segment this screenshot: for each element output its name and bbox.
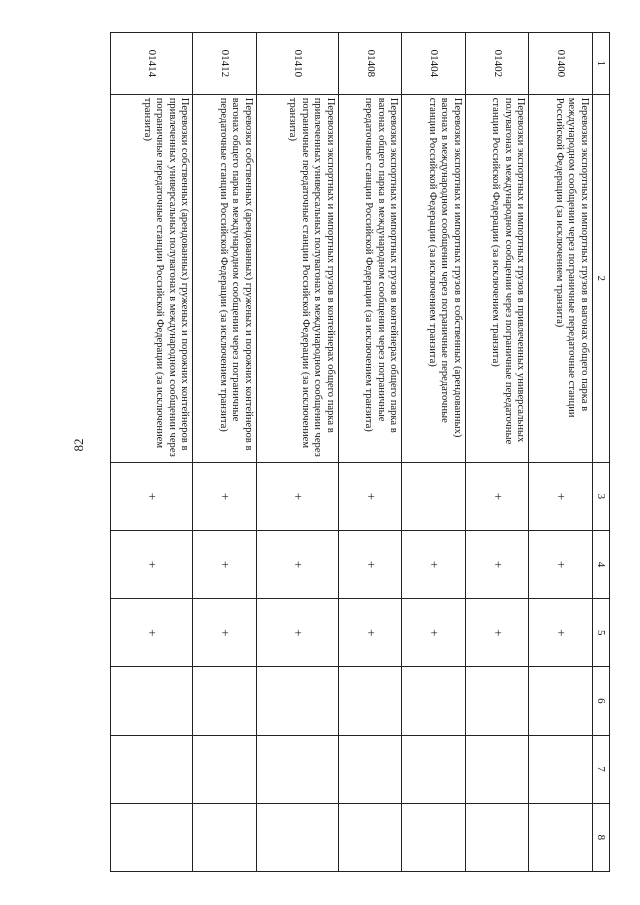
row-code: 01414 — [111, 33, 193, 95]
mark-cell — [339, 667, 403, 735]
row-description: Перевозки экспортных и импортных грузов в вагонах общего парка в международном сообщении через пограничные передаточные станции Российской Федерации (за исключением транзита) — [529, 94, 593, 462]
row-code: 01404 — [402, 33, 466, 95]
table-row — [193, 33, 257, 872]
column-header: 2 — [593, 94, 610, 462]
table-row — [339, 33, 403, 872]
column-header: 6 — [593, 667, 610, 735]
mark-cell — [193, 667, 257, 735]
mark-cell: + — [111, 462, 193, 530]
rotated-table-area — [110, 32, 610, 872]
table-row — [466, 33, 530, 872]
table-body — [111, 33, 593, 872]
page-number: 82 — [71, 438, 86, 452]
row-description: Перевозки экспортных и импортных грузов в привлеченных универсальных полувагонах в международном сообщении через пограничные передаточные станции Российской Федерации (за исключением транзита) — [466, 94, 530, 462]
mark-cell — [111, 803, 193, 871]
tariff-table — [110, 32, 610, 872]
mark-cell — [529, 667, 593, 735]
mark-cell — [529, 803, 593, 871]
row-code: 01400 — [529, 33, 593, 95]
row-description: Перевозки экспортных и импортных грузов в контейнерах общего парка в привлеченных универсальных полувагонах в международном сообщении через пограничные передаточные станции Российской Федерации (за исключением транзита) — [256, 94, 338, 462]
row-description: Перевозки экспортных и импортных грузов в контейнерах общего парка в вагонах общего парка в международном сообщении через пограничные передаточные станции Российской Федерации (за исключением транзита) — [339, 94, 403, 462]
column-header: 5 — [593, 599, 610, 667]
mark-cell: + — [111, 599, 193, 667]
mark-cell — [111, 667, 193, 735]
mark-cell — [402, 667, 466, 735]
mark-cell: + — [193, 599, 257, 667]
mark-cell: + — [529, 462, 593, 530]
mark-cell — [466, 803, 530, 871]
mark-cell — [339, 803, 403, 871]
mark-cell — [466, 735, 530, 803]
mark-cell: + — [339, 599, 403, 667]
mark-cell: + — [256, 530, 338, 598]
mark-cell: + — [193, 462, 257, 530]
table-row — [402, 33, 466, 872]
column-header: 8 — [593, 803, 610, 871]
mark-cell — [193, 803, 257, 871]
mark-cell — [466, 667, 530, 735]
mark-cell: + — [111, 530, 193, 598]
mark-cell — [256, 735, 338, 803]
row-code: 01408 — [339, 33, 403, 95]
mark-cell: + — [529, 599, 593, 667]
column-header: 1 — [593, 33, 610, 95]
table-row — [529, 33, 593, 872]
row-code: 01410 — [256, 33, 338, 95]
mark-cell: + — [402, 530, 466, 598]
mark-cell — [256, 803, 338, 871]
row-description: Перевозки экспортных и импортных грузов в собственных (арендованных) вагонах в международном сообщении через пограничные передаточные станции Российской Федерации (за исключением транзита) — [402, 94, 466, 462]
column-number-row — [593, 33, 610, 872]
column-header: 7 — [593, 735, 610, 803]
mark-cell — [256, 667, 338, 735]
mark-cell: + — [256, 462, 338, 530]
mark-cell: + — [466, 530, 530, 598]
mark-cell: + — [256, 599, 338, 667]
mark-cell: + — [339, 530, 403, 598]
mark-cell: + — [466, 599, 530, 667]
row-code: 01402 — [466, 33, 530, 95]
table-row — [111, 33, 193, 872]
column-header: 3 — [593, 462, 610, 530]
column-header: 4 — [593, 530, 610, 598]
mark-cell — [529, 735, 593, 803]
table-row — [256, 33, 338, 872]
mark-cell — [402, 735, 466, 803]
mark-cell — [111, 735, 193, 803]
mark-cell — [339, 735, 403, 803]
row-description: Перевозки собственных (арендованных) груженых и порожних контейнеров в вагонах общего парка в международном сообщении через пограничные передаточные станции Российской Федерации (за исключением транзита) — [193, 94, 257, 462]
row-code: 01412 — [193, 33, 257, 95]
row-description: Перевозки собственных (арендованных) груженых и порожних контейнеров в привлеченных универсальных полувагонах в международном сообщении через пограничные передаточные станции Российской Федерации (за исключением транзита) — [111, 94, 193, 462]
mark-cell: + — [529, 530, 593, 598]
mark-cell: + — [339, 462, 403, 530]
mark-cell — [402, 803, 466, 871]
mark-cell: + — [193, 530, 257, 598]
mark-cell — [402, 462, 466, 530]
mark-cell: + — [466, 462, 530, 530]
mark-cell: + — [402, 599, 466, 667]
mark-cell — [193, 735, 257, 803]
